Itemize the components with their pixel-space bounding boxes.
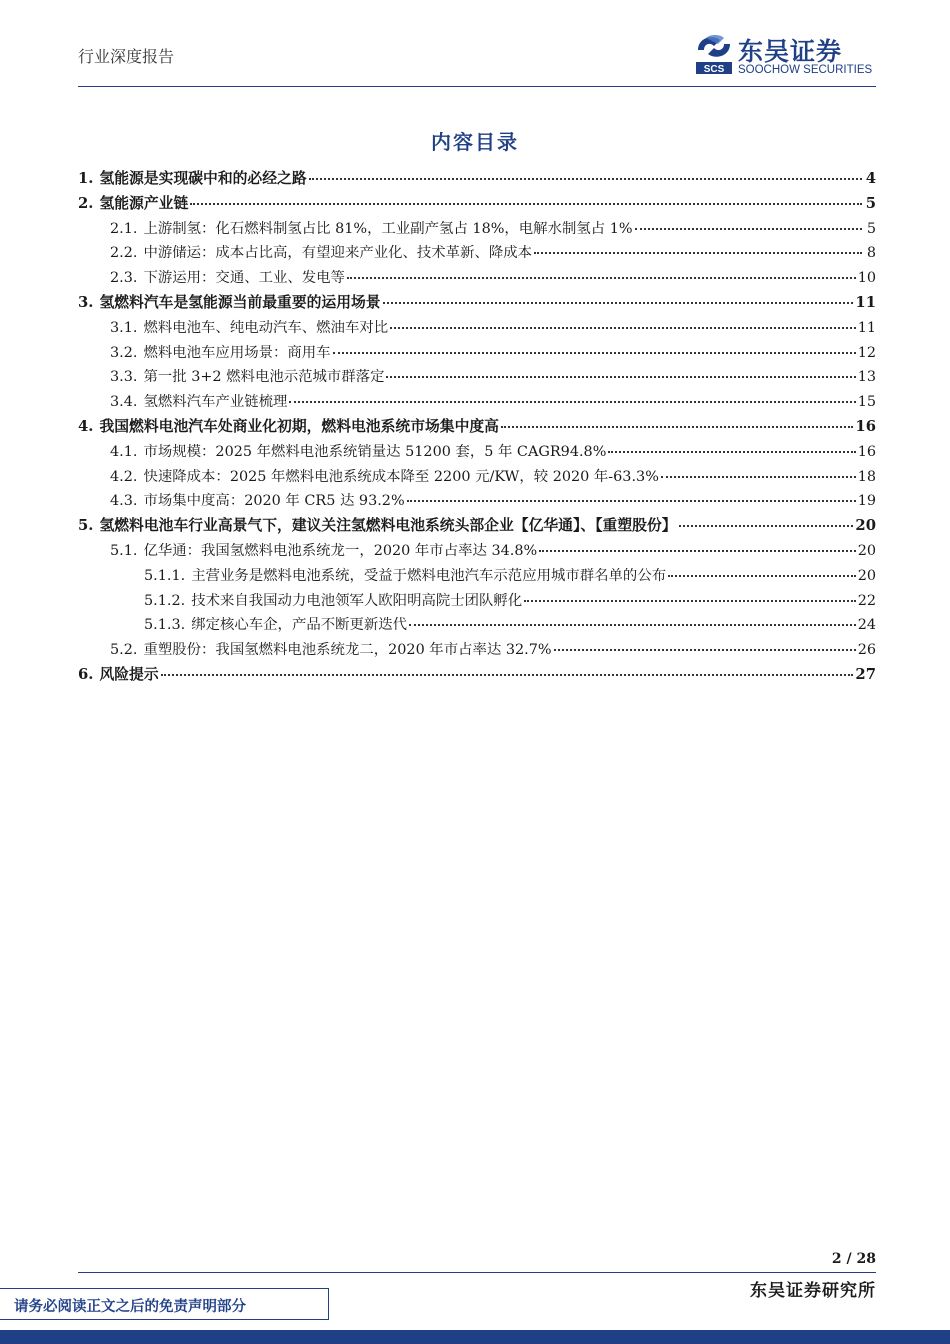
toc-entry[interactable] <box>78 539 876 564</box>
toc-entry-number: 2.1. <box>110 220 138 237</box>
toc-dot-leader <box>608 450 855 453</box>
toc-entry[interactable] <box>78 341 876 366</box>
toc-entry-number: 3.1. <box>110 319 138 336</box>
toc-dot-leader <box>333 351 856 354</box>
footer-divider <box>78 1272 876 1273</box>
toc-entry-page: 11 <box>857 319 876 336</box>
toc-entry-page: 11 <box>855 293 876 311</box>
toc-dot-leader <box>668 574 856 577</box>
toc-entry-title: 市场规模：2025 年燃料电池系统销量达 51200 套，5 年 CAGR94.8% <box>143 443 607 460</box>
toc-entry-title: 技术来自我国动力电池领军人欧阳明高院士团队孵化 <box>191 592 523 609</box>
toc-entry[interactable] <box>78 663 876 688</box>
toc-dot-leader <box>501 425 853 428</box>
toc-entry-page: 20 <box>857 567 876 584</box>
logo-english-name: SOOCHOW SECURITIES <box>738 64 873 76</box>
toc-entry-page: 10 <box>857 270 876 287</box>
toc-entry[interactable] <box>78 316 876 341</box>
toc-entry-title: 绑定核心车企，产品不断更新迭代 <box>191 617 408 634</box>
scs-logo-icon <box>692 30 736 76</box>
header-divider <box>78 86 876 87</box>
toc-entry-title: 快速降成本：2025 年燃料电池系统成本降至 2200 元/KW，较 2020 年-63.3% <box>143 468 659 485</box>
toc-dot-leader <box>554 648 856 651</box>
toc-entry-title: 氢燃料电池车行业高景气下，建议关注氢燃料电池系统头部企业【亿华通】、【重塑股份】 <box>99 517 677 535</box>
toc-entry-title: 氢燃料汽车产业链梳理 <box>143 394 288 411</box>
toc-entry[interactable] <box>78 638 876 663</box>
toc-entry-title: 氢能源产业链 <box>99 194 189 212</box>
institute-name: 东吴证券研究所 <box>750 1281 876 1301</box>
toc-entry[interactable] <box>78 489 876 514</box>
toc-entry-title: 氢燃料汽车是氢能源当前最重要的运用场景 <box>99 293 381 311</box>
table-of-contents <box>78 167 876 688</box>
toc-dot-leader <box>661 475 856 478</box>
toc-dot-leader <box>524 599 855 602</box>
page-number: 2 / 28 <box>831 1251 876 1267</box>
toc-entry-number: 4.1. <box>110 443 138 460</box>
toc-entry[interactable] <box>78 589 876 614</box>
toc-entry-page: 15 <box>857 394 876 411</box>
report-type-label: 行业深度报告 <box>78 47 175 66</box>
toc-entry-number: 1. <box>78 170 94 187</box>
toc-entry-number: 5.1.3. <box>144 617 186 634</box>
toc-entry-title: 风险提示 <box>99 665 159 683</box>
toc-entry-title: 主营业务是燃料电池系统，受益于燃料电池汽车示范应用城市群名单的公布 <box>191 567 667 584</box>
toc-entry-number: 2.3. <box>110 270 138 287</box>
toc-entry-page: 16 <box>855 417 876 435</box>
toc-entry-title: 燃料电池车应用场景：商用车 <box>143 344 331 361</box>
footer-bar <box>0 1330 950 1344</box>
toc-entry-page: 27 <box>855 665 876 683</box>
toc-entry-page: 5 <box>866 220 876 237</box>
toc-title: 内容目录 <box>431 130 519 154</box>
toc-dot-leader <box>309 177 862 180</box>
toc-dot-leader <box>407 499 856 502</box>
toc-entry[interactable] <box>78 291 876 316</box>
toc-entry[interactable] <box>78 266 876 291</box>
toc-entry-number: 4.3. <box>110 493 138 510</box>
toc-entry[interactable] <box>78 613 876 638</box>
toc-entry-page: 18 <box>857 468 876 485</box>
toc-entry-page: 26 <box>857 642 876 659</box>
toc-entry-title: 氢能源是实现碳中和的必经之路 <box>99 170 307 187</box>
toc-dot-leader <box>190 202 862 205</box>
toc-entry-page: 24 <box>857 617 876 634</box>
toc-entry-number: 3.4. <box>110 394 138 411</box>
toc-dot-leader <box>289 400 855 403</box>
toc-entry-title: 第一批 3+2 燃料电池示范城市群落定 <box>143 369 385 386</box>
toc-entry-number: 5.2. <box>110 642 138 659</box>
toc-dot-leader <box>635 227 862 230</box>
toc-dot-leader <box>383 301 854 304</box>
toc-entry[interactable] <box>78 415 876 440</box>
toc-entry-number: 4. <box>78 417 94 435</box>
soochow-logo <box>692 30 882 80</box>
toc-dot-leader <box>539 549 856 552</box>
toc-entry-page: 4 <box>865 170 876 187</box>
disclaimer-banner <box>0 1288 329 1320</box>
disclaimer-text: 请务必阅读正文之后的免责声明部分 <box>14 1299 246 1315</box>
toc-entry-title: 亿华通：我国氢燃料电池系统龙一，2020 年市占率达 34.8% <box>143 542 538 559</box>
toc-entry-page: 13 <box>857 369 876 386</box>
toc-entry-page: 22 <box>857 592 876 609</box>
toc-entry[interactable] <box>78 192 876 217</box>
toc-entry-title: 上游制氢：化石燃料制氢占比 81%，工业副产氢占 18%，电解水制氢占 1% <box>143 220 633 237</box>
toc-entry-number: 6. <box>78 665 94 683</box>
toc-entry-page: 20 <box>857 542 876 559</box>
toc-dot-leader <box>161 673 854 676</box>
logo-mark-text: SCS <box>703 64 725 75</box>
toc-dot-leader <box>347 276 856 279</box>
toc-entry[interactable] <box>78 390 876 415</box>
toc-entry-page: 8 <box>866 245 876 262</box>
toc-entry-number: 4.2. <box>110 468 138 485</box>
toc-entry-number: 3.3. <box>110 369 138 386</box>
toc-dot-leader <box>390 326 856 329</box>
toc-entry[interactable] <box>78 217 876 242</box>
toc-entry[interactable] <box>78 440 876 465</box>
toc-entry-title: 中游储运：成本占比高，有望迎来产业化、技术革新、降成本 <box>143 245 533 262</box>
toc-entry-title: 燃料电池车、纯电动汽车、燃油车对比 <box>143 319 389 336</box>
toc-entry[interactable] <box>78 514 876 539</box>
toc-entry[interactable] <box>78 365 876 390</box>
toc-entry-number: 5.1. <box>110 542 138 559</box>
toc-entry-page: 12 <box>857 344 876 361</box>
toc-dot-leader <box>679 524 854 527</box>
toc-entry-number: 2. <box>78 194 94 212</box>
toc-entry-title: 我国燃料电池汽车处商业化初期，燃料电池系统市场集中度高 <box>99 417 499 435</box>
toc-entry-number: 2.2. <box>110 245 138 262</box>
toc-entry-title: 重塑股份：我国氢燃料电池系统龙二，2020 年市占率达 32.7% <box>143 642 552 659</box>
toc-entry-page: 19 <box>857 493 876 510</box>
toc-entry-page: 20 <box>855 517 876 535</box>
toc-entry-number: 5.1.2. <box>144 592 186 609</box>
toc-entry-number: 5. <box>78 517 94 535</box>
toc-dot-leader <box>409 623 856 626</box>
toc-dot-leader <box>534 251 862 254</box>
toc-entry-number: 3.2. <box>110 344 138 361</box>
toc-entry-page: 5 <box>865 194 876 212</box>
logo-chinese-name: 东吴证券 <box>738 37 843 66</box>
toc-entry-title: 下游运用：交通、工业、发电等 <box>143 270 345 287</box>
toc-entry-number: 3. <box>78 293 94 311</box>
toc-entry[interactable] <box>78 167 876 192</box>
toc-entry[interactable] <box>78 241 876 266</box>
toc-entry[interactable] <box>78 465 876 490</box>
toc-entry[interactable] <box>78 564 876 589</box>
toc-dot-leader <box>386 375 855 378</box>
toc-entry-number: 5.1.1. <box>144 567 186 584</box>
toc-entry-page: 16 <box>857 443 876 460</box>
toc-entry-title: 市场集中度高：2020 年 CR5 达 93.2% <box>143 493 405 510</box>
